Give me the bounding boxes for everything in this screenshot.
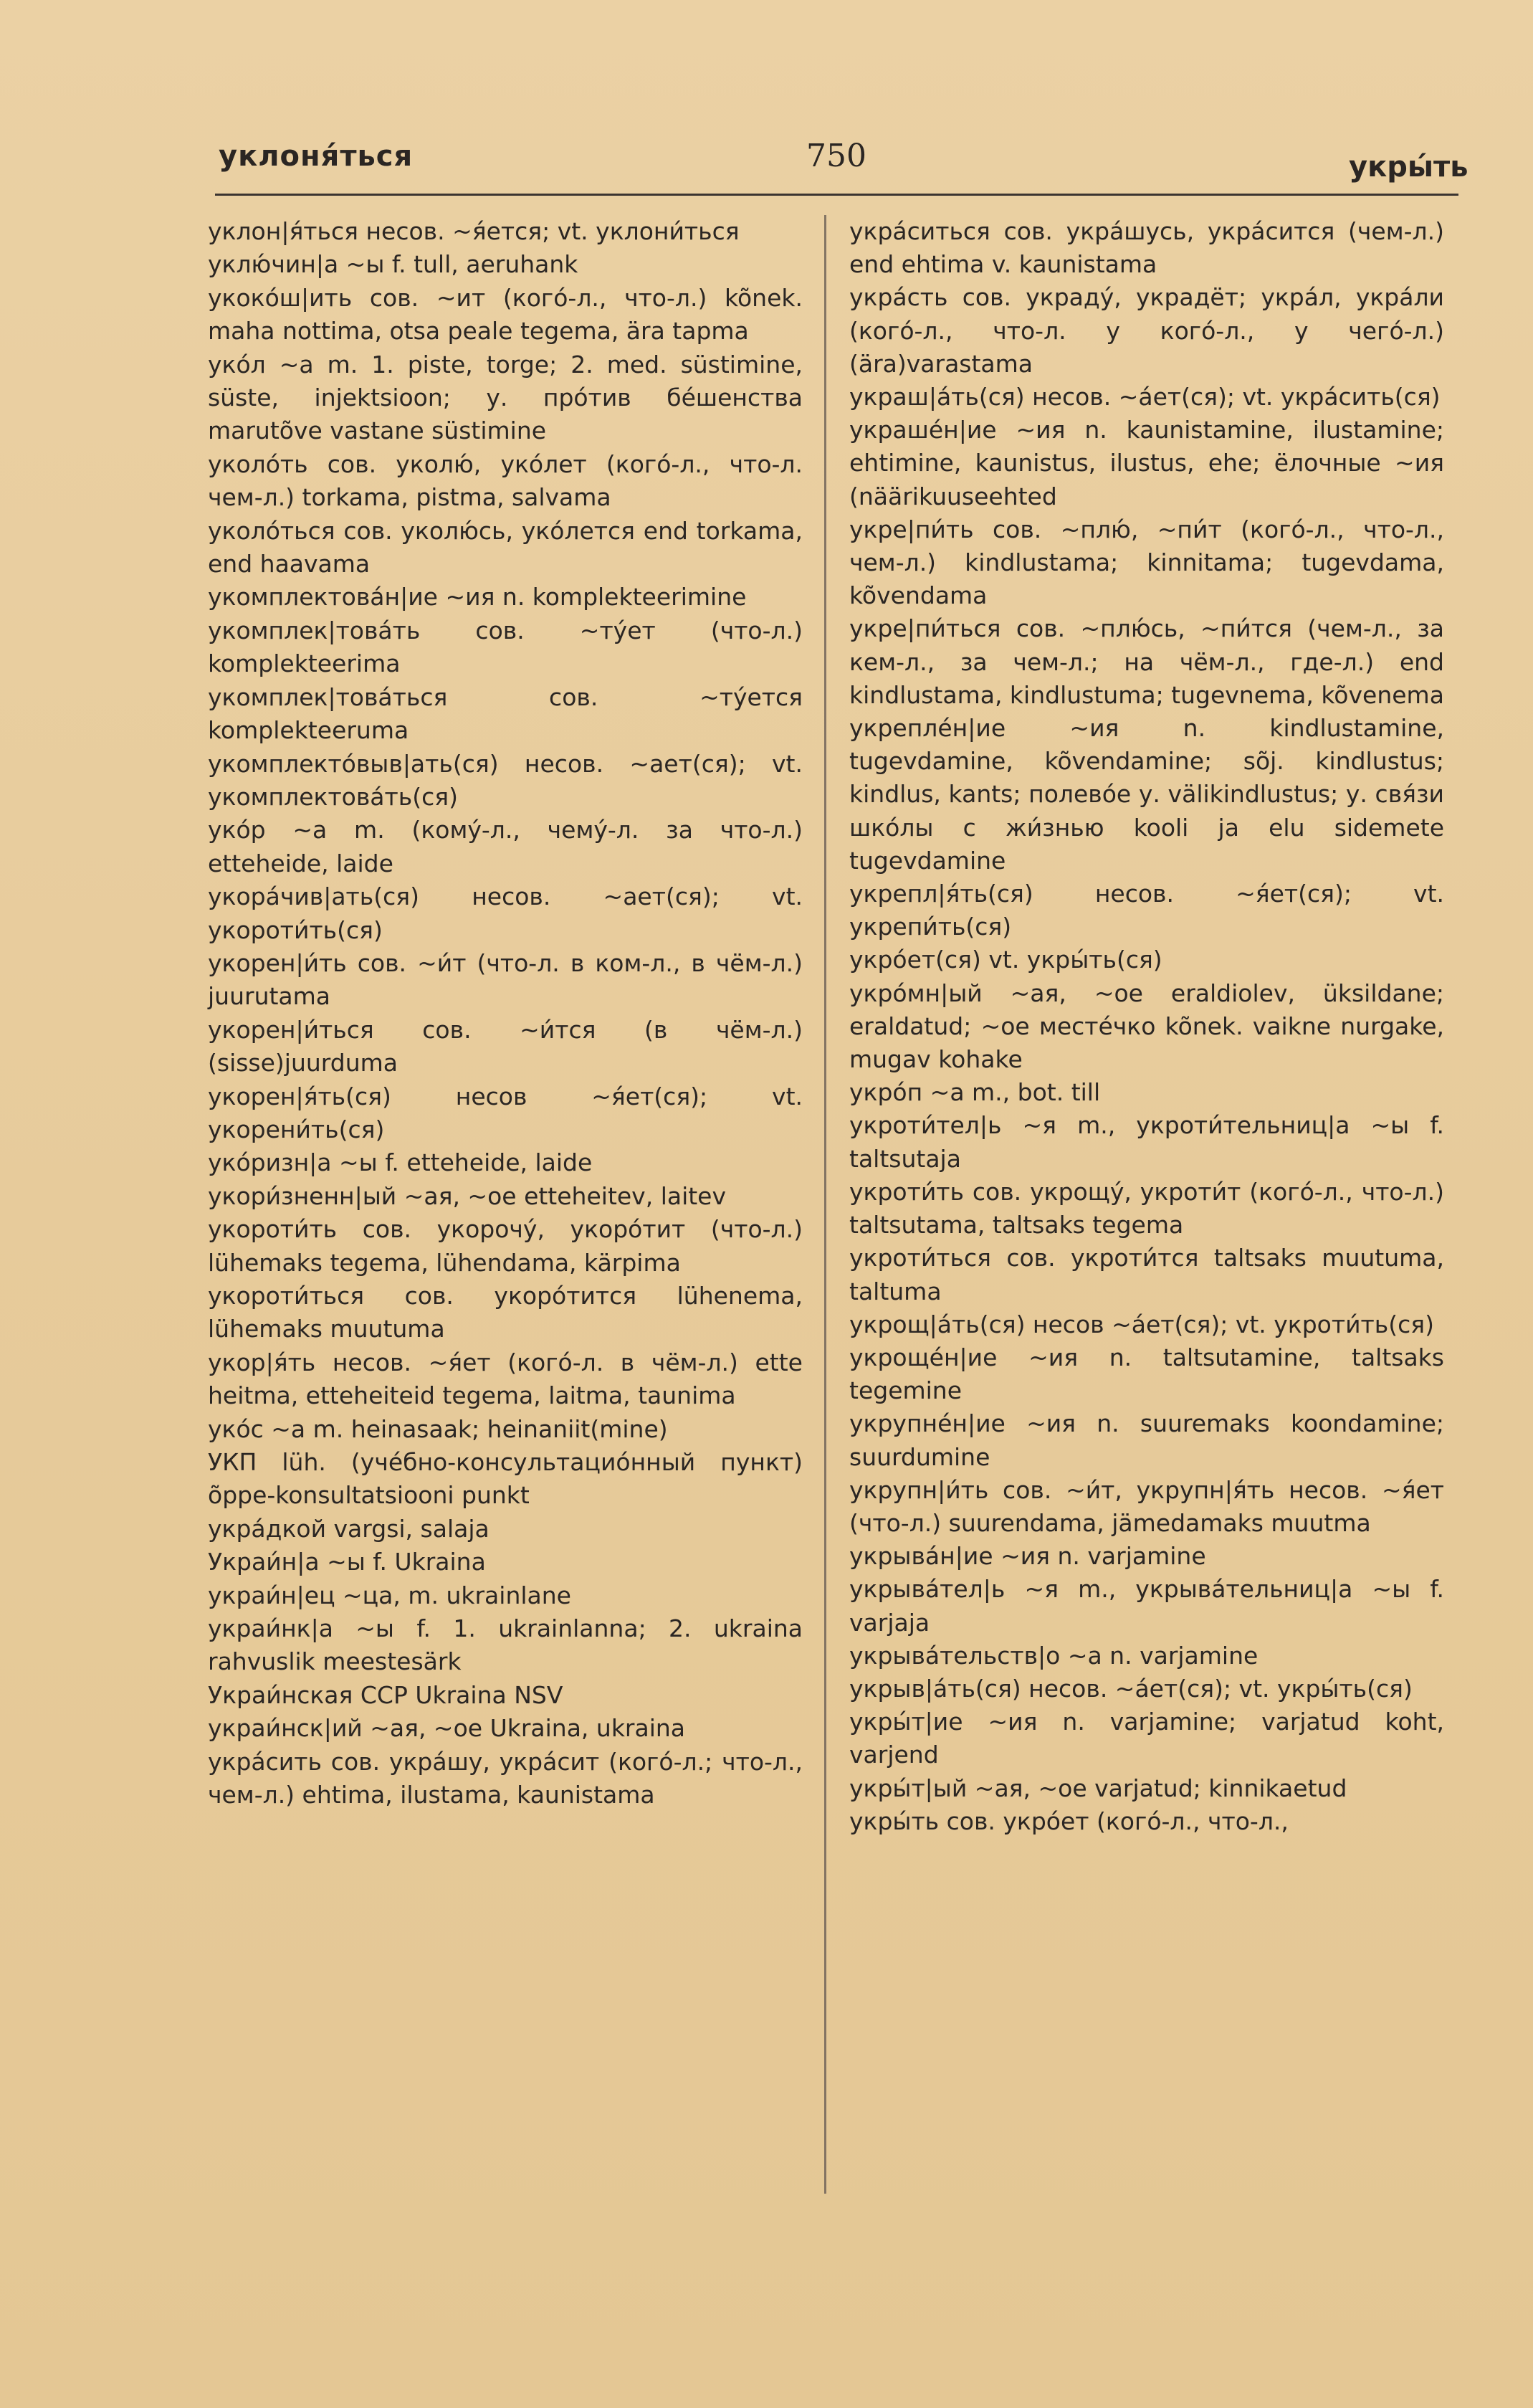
dictionary-entry: уко́р ~а m. (кому́-л., чему́-л. за что-л.) etteheide, laide: [208, 816, 803, 877]
dictionary-entry: укры́ть сов. укро́ет (кого́-л., что-л.,: [849, 1807, 1289, 1835]
dictionary-entry: украи́н|ец ~ца, m. ukrainlane: [208, 1581, 571, 1609]
dictionary-entry: укороти́ться сов. укоро́тится lühenema, lühemaks muutuma: [208, 1282, 803, 1343]
dictionary-entry: укори́зненн|ый ~ая, ~ое etteheitev, laitev: [208, 1181, 727, 1210]
dictionary-entry: укрупн|и́ть сов. ~и́т, укрупн|я́ть несов. ~я́ет (что-л.) suurendama, jämedamaks muutma: [849, 1475, 1444, 1537]
dictionary-entry: укомплек|това́ться сов. ~ту́ется komplekteeruma: [208, 682, 803, 745]
left-column: [208, 215, 803, 1812]
dictionary-entry: украи́нск|ий ~ая, ~ое Ukraina, ukraina: [208, 1714, 686, 1743]
dictionary-entry: укорен|я́ть(ся) несов ~я́ет(ся); vt. укорени́ть(ся): [208, 1082, 803, 1143]
dictionary-entry: уколо́ться сов. уколю́сь, уко́лется end torkama, end haavama: [208, 516, 803, 579]
dictionary-entry: укомплектова́н|ие ~ия n. komplekteerimine: [208, 583, 747, 611]
dictionary-entry: Украи́нская ССР Ukraina NSV: [208, 1680, 563, 1709]
dictionary-entry: укрепле́н|ие ~ия n. kindlustamine, tugevdamine, kõvendamine; sõj. kindlustus; kindlus, kants; полево́е у. välikindlustus; у. свя́зи шко́лы с жи́знью kooli ja elu sidemete tugevdamine: [849, 714, 1444, 875]
dictionary-entry: укора́чив|ать(ся) несов. ~ает(ся); vt. укороти́ть(ся): [208, 882, 803, 944]
column-divider: [824, 215, 826, 2194]
dictionary-entry: укре|пи́ть сов. ~плю́, ~пи́т (кого́-л., что-л., чем-л.) kindlustama; kinnitama; tugevdama, kõvendama: [849, 515, 1444, 610]
dictionary-entry: укро́п ~а m., bot. till: [849, 1078, 1101, 1107]
dictionary-entry: УКП lüh. (уче́бно-консультацио́нный пункт) õppe-konsultatsiooni punkt: [208, 1448, 803, 1510]
dictionary-entry: уклю́чин|а ~ы f. tull, aeruhank: [208, 250, 578, 279]
dictionary-entry: укрощ|а́ть(ся) несов ~а́ет(ся); vt. укроти́ть(ся): [849, 1310, 1434, 1338]
dictionary-entry: укро́ет(ся) vt. укры́ть(ся): [849, 946, 1162, 974]
dictionary-entry: укрыв|а́ть(ся) несов. ~а́ет(ся); vt. укры́ть(ся): [849, 1674, 1413, 1703]
dictionary-entry: укомплек|това́ть сов. ~ту́ет (что-л.) komplekteerima: [208, 616, 803, 678]
dictionary-entry: укра́дкой vargsi, salaja: [208, 1514, 489, 1543]
left-running-headword: уклоня́ться: [219, 140, 414, 173]
dictionary-entry: уко́л ~а m. 1. piste, torge; 2. med. süstimine, süste, injektsioon; у. про́тив бе́шенства marutõve vastane süstimine: [208, 350, 803, 445]
dictionary-entry: укры́т|ие ~ия n. varjamine; varjatud koht, varjend: [849, 1708, 1444, 1769]
dictionary-entry: укомплекто́выв|ать(ся) несов. ~ает(ся); vt. укомплектова́ть(ся): [208, 749, 803, 811]
dictionary-entry: уколо́ть сов. уколю́, уко́лет (кого́-л., что-л. чем-л.) torkama, pistma, salvama: [208, 449, 803, 512]
dictionary-entry: украш|а́ть(ся) несов. ~а́ет(ся); vt. укра́сить(ся): [849, 383, 1441, 411]
dictionary-entry: уко́ризн|а ~ы f. etteheide, laide: [208, 1148, 593, 1177]
right-running-headword: укры́ть: [1349, 151, 1468, 184]
dictionary-entry: укор|я́ть несов. ~я́ет (кого́-л. в чём-л.) ette heitma, etteheiteid tegema, laitma, taunima: [208, 1348, 803, 1410]
dictionary-entry: уклон|я́ться несов. ~я́ется; vt. уклони́ться: [208, 217, 740, 245]
dictionary-entry: укоко́ш|ить сов. ~ит (кого́-л., что-л.) kõnek. maha nottima, otsa peale tegema, ära tapma: [208, 283, 803, 346]
dictionary-entry: укрыва́тел|ь ~я m., укрыва́тельниц|а ~ы f. varjaja: [849, 1575, 1444, 1637]
dictionary-entry: укра́ситься сов. укра́шусь, укра́сится (чем-л.) end ehtima v. kaunistama: [849, 217, 1444, 279]
dictionary-entry: украше́н|ие ~ия n. kaunistamine, ilustamine; ehtimine, kaunistus, ilustus, ehe; ёлочные ~ия (näärikuuseehted: [849, 416, 1444, 510]
dictionary-entry: укроти́тел|ь ~я m., укроти́тельниц|а ~ы f. taltsutaja: [849, 1111, 1444, 1173]
dictionary-entry: укре|пи́ться сов. ~плю́сь, ~пи́тся (чем-л., за кем-л., за чем-л.; на чём-л., где-л.) end kindlustama, kindlustuma; tugevnema, kõvenema: [849, 614, 1444, 709]
dictionary-entry: укра́сть сов. украду́, украдёт; укра́л, укра́ли (кого́-л., что-л. у кого́-л., у чего́-л.) (ära)varastama: [849, 283, 1444, 378]
dictionary-entry: укрыва́тельств|о ~а n. varjamine: [849, 1641, 1259, 1670]
page-number: 750: [806, 138, 866, 174]
header-rule: [215, 194, 1458, 196]
dictionary-entry: укорен|и́ться сов. ~и́тся (в чём-л.) (sisse)juurduma: [208, 1015, 803, 1077]
dictionary-entry: укороти́ть сов. укорочу́, укоро́тит (что-л.) lühemaks tegema, lühendama, kärpima: [208, 1215, 803, 1277]
dictionary-entry: укроти́ть сов. укрощу́, укроти́т (кого́-л., что-л.) taltsutama, taltsaks tegema: [849, 1177, 1444, 1239]
dictionary-entry: укроще́н|ие ~ия n. taltsutamine, taltsaks tegemine: [849, 1343, 1444, 1405]
dictionary-entry: украи́нк|а ~ы f. 1. ukrainlanna; 2. ukraina rahvuslik meestesärk: [208, 1614, 803, 1676]
dictionary-entry: укрепл|я́ть(ся) несов. ~я́ет(ся); vt. укрепи́ть(ся): [849, 880, 1444, 941]
dictionary-entry: укра́сить сов. укра́шу, укра́сит (кого́-л.; что-л., чем-л.) ehtima, ilustama, kaunistama: [208, 1747, 803, 1809]
right-column: [849, 215, 1444, 1838]
dictionary-entry: Украи́н|а ~ы f. Ukraina: [208, 1548, 486, 1576]
dictionary-entry: укрыва́н|ие ~ия n. varjamine: [849, 1542, 1206, 1571]
dictionary-entry: уко́с ~а m. heinasaak; heinaniit(mine): [208, 1414, 668, 1443]
dictionary-entry: укры́т|ый ~ая, ~ое varjatud; kinnikaetud: [849, 1774, 1347, 1802]
dictionary-entry: укрупне́н|ие ~ия n. suuremaks koondamine; suurdumine: [849, 1409, 1444, 1471]
page-header: [0, 0, 1533, 215]
dictionary-entry: укорен|и́ть сов. ~и́т (что-л. в ком-л., в чём-л.) juurutama: [208, 948, 803, 1011]
dictionary-entry: укро́мн|ый ~ая, ~ое eraldiolev, üksildane; eraldatud; ~ое месте́чко kõnek. vaikne nurgake, mugav kohake: [849, 979, 1444, 1074]
dictionary-entry: укроти́ться сов. укроти́тся taltsaks muutuma, taltuma: [849, 1244, 1444, 1305]
